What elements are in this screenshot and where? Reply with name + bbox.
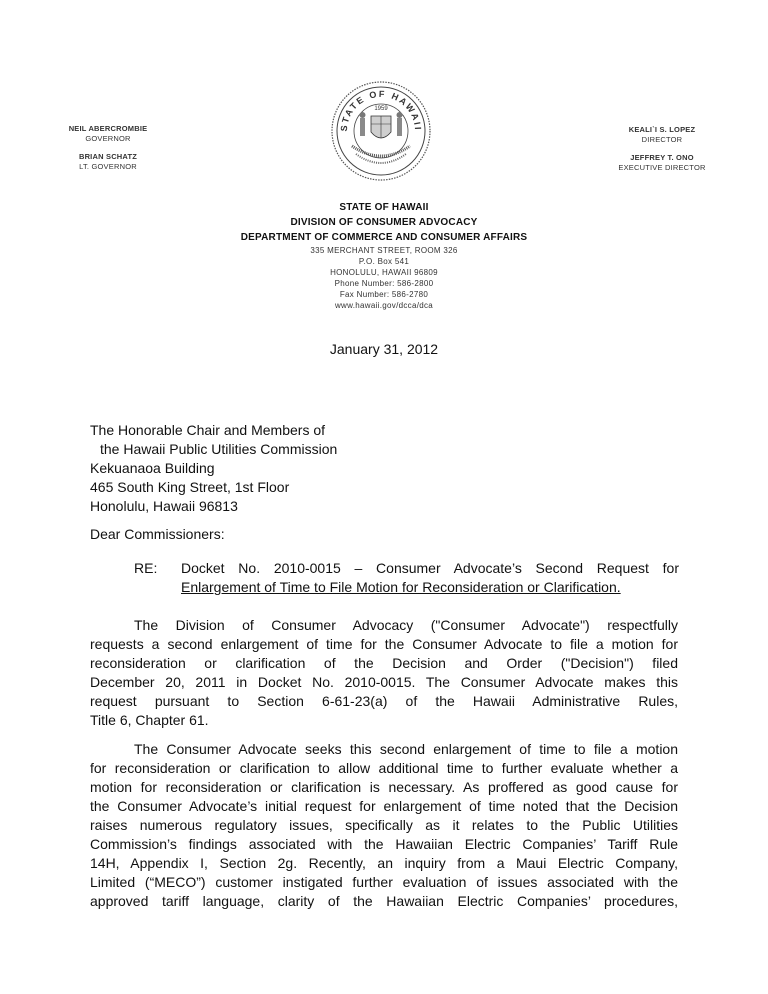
paragraph-line: The Division of Consumer Advocacy ("Consumer Advocate") respectfully [134, 617, 678, 633]
paragraph-2 [90, 740, 678, 911]
agency-phone: Phone Number: 586-2800 [334, 279, 434, 288]
agency-state: STATE OF HAWAII [339, 202, 429, 213]
salutation: Dear Commissioners: [90, 526, 225, 542]
paragraph-line: for reconsideration or clarification to allow additional time to further evaluate whether a [90, 760, 678, 776]
paragraph-1 [90, 616, 678, 730]
director-title: DIRECTOR [641, 135, 683, 144]
seal-top-text: STATE OF HAWAII [338, 88, 424, 132]
recipient-line: 465 South King Street, 1st Floor [90, 479, 290, 495]
recipient-line: the Hawaii Public Utilities Commission [100, 441, 338, 457]
state-seal-icon [330, 80, 432, 182]
recipient-line: Honolulu, Hawaii 96813 [90, 498, 238, 514]
letter-date: January 31, 2012 [329, 341, 439, 357]
paragraph-line: raises numerous regulatory issues, specifically as it relates to the Public Utilities [90, 817, 678, 833]
lt-governor-name: BRIAN SCHATZ [78, 152, 138, 161]
recipient-address [90, 421, 337, 516]
subject-label: RE: [134, 560, 158, 576]
subject-line: Docket No. 2010-0015 – Consumer Advocate’s Second Request for [181, 560, 679, 576]
governor-block [58, 124, 158, 172]
paragraph-line: requests a second enlargement of time for the Consumer Advocate to file a motion for [90, 636, 678, 652]
exec-director-name: JEFFREY T. ONO [630, 153, 694, 162]
director-block [612, 125, 712, 173]
paragraph-line: The Consumer Advocate seeks this second enlargement of time to file a motion [134, 741, 678, 757]
director-name: KEALI`I S. LOPEZ [628, 125, 696, 134]
subject-line: Enlargement of Time to File Motion for Reconsideration or Clarification. [181, 579, 621, 595]
paragraph-line: December 20, 2011 in Docket No. 2010-0015. The Consumer Advocate makes this [90, 674, 678, 690]
recipient-line: Kekuanaoa Building [90, 460, 215, 476]
agency-street: 335 MERCHANT STREET, ROOM 326 [310, 246, 458, 255]
recipient-line: The Honorable Chair and Members of [90, 422, 326, 438]
paragraph-line: approved tariff language, clarity of the Hawaiian Electric Companies’ procedures, [90, 893, 678, 909]
exec-director-title: EXECUTIVE DIRECTOR [618, 163, 706, 172]
paragraph-line: reconsideration or clarification of the Decision and Order ("Decision") filed [90, 655, 678, 671]
agency-city: HONOLULU, HAWAII 96809 [330, 268, 438, 277]
agency-po-box: P.O. Box 541 [358, 257, 410, 266]
agency-web: www.hawaii.gov/dcca/dca [334, 301, 434, 310]
paragraph-line: request pursuant to Section 6-61-23(a) of the Hawaii Administrative Rules, [90, 693, 678, 709]
agency-division: DIVISION OF CONSUMER ADVOCACY [290, 217, 478, 228]
paragraph-line: Limited (“MECO”) customer instigated further evaluation of issues associated with the [90, 874, 678, 890]
agency-department: DEPARTMENT OF COMMERCE AND CONSUMER AFFAIRS [240, 232, 528, 243]
paragraph-line: motion for reconsideration or clarification is necessary. As proffered as good cause for [90, 779, 678, 795]
lt-governor-title: LT. GOVERNOR [79, 162, 137, 171]
seal-year: 1959 [374, 106, 388, 112]
governor-title: GOVERNOR [85, 134, 131, 143]
paragraph-line: 14H, Appendix I, Section 2g. Recently, an inquiry from a Maui Electric Company, [90, 855, 678, 871]
paragraph-line: Title 6, Chapter 61. [90, 712, 209, 728]
paragraph-line: the Consumer Advocate’s initial request for enlargement of time noted that the Decision [90, 798, 678, 814]
governor-name: NEIL ABERCROMBIE [68, 124, 148, 133]
agency-header [0, 200, 768, 311]
paragraph-line: Commission’s findings associated with the Hawaiian Electric Companies’ Tariff Rule [90, 836, 678, 852]
agency-fax: Fax Number: 586-2780 [339, 290, 429, 299]
